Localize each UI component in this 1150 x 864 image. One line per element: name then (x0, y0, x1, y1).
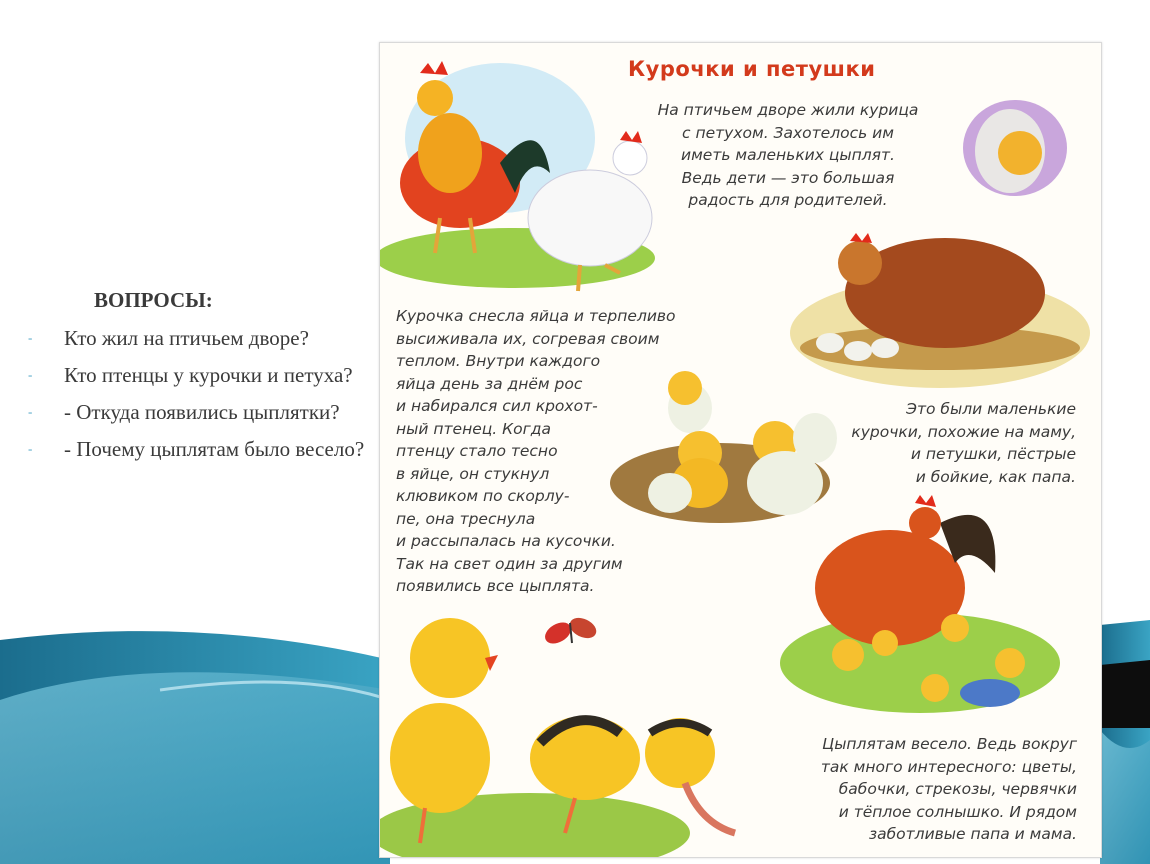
story-paragraph: Цыплятам весело. Ведь вокруг так много интересного: цветы, бабочки, стрекозы, червячки и тёплое солнышко. И рядом заботливые папа и мама. (820, 735, 1077, 843)
question-text: Кто птенцы у курочки и петуха? (64, 363, 353, 387)
questions-block (28, 288, 373, 471)
bullet-dash: - (28, 404, 33, 419)
butterfly-illustration (541, 614, 599, 648)
chick-in-egg-illustration (963, 100, 1067, 196)
page-title: Курочки и петушки (628, 57, 876, 81)
story-paragraph: На птичьем дворе жили курица с петухом. Захотелось им иметь маленьких цыплят. Ведь дети — это большая радость для родителей. (657, 101, 919, 209)
hen-with-chicks-illustration (780, 495, 1060, 713)
question-item (28, 360, 373, 390)
bullet-dash: - (28, 330, 33, 345)
rooster-and-hen-illustration (380, 61, 655, 291)
question-text: Кто жил на птичьем дворе? (64, 326, 309, 350)
question-text: - Почему цыплятам было весело? (64, 437, 365, 461)
question-item (28, 397, 373, 427)
questions-list (28, 323, 373, 464)
book-page-image (379, 42, 1102, 858)
questions-heading: ВОПРОСЫ: (94, 288, 213, 312)
bullet-dash: - (28, 367, 33, 382)
story-paragraph: Это были маленькие курочки, похожие на маму, и петушки, пёстрые и бойкие, как папа. (851, 400, 1076, 486)
question-text: - Откуда появились цыплятки? (64, 400, 340, 424)
chicks-with-worm-illustration (380, 618, 735, 857)
story-paragraph: Курочка снесла яйца и терпеливо высиживала их, согревая своим теплом. Внутри каждого яйца день за днём рос и набирался сил крохот- ный птенец. Когда птенцу стало тесно в яйце, он стукнул клювиком по скорлу- пе, она треснула и рассыпалась на кусочки. Так на свет один за другим появились все цыплята. (396, 307, 676, 595)
question-item (28, 323, 373, 353)
hen-on-nest-illustration (790, 233, 1090, 388)
question-item (28, 434, 373, 464)
bullet-dash: - (28, 441, 33, 456)
